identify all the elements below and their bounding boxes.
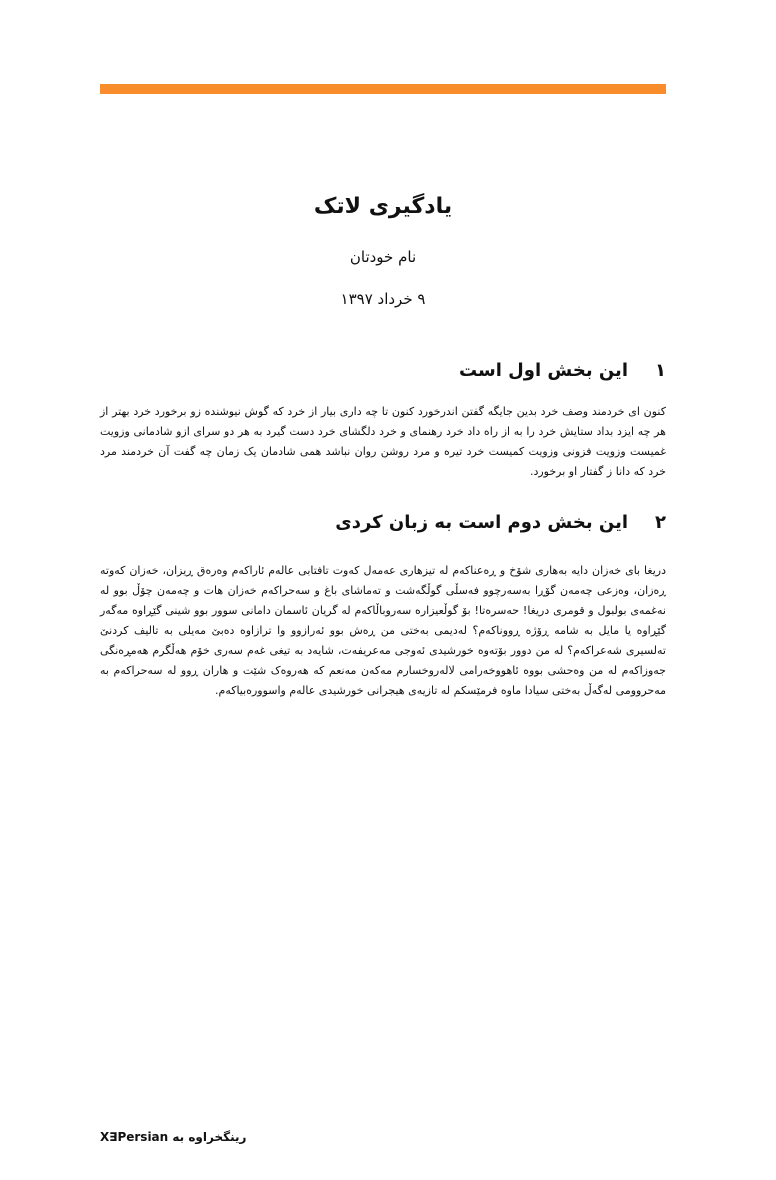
section-body-1: کنون ای خردمند وصف خرد بدین جایگه گفتن اندرخورد کنون تا چه داری بیار از خرد که گوش نیوشنده زو برخورد خرد بهتر از هر چه ایزد بداد ستایش خرد را به از راه داد خرد رهنمای و خرد دلگشای خرد دست گیرد به هر دو سرای ازو شادمانی وزویت غمیست وزویت فزونی وزویت کمیست خرد تیره و مرد روشن روان نباشد همی شادمان یک زمان چه گفت آن خردمند مرد خرد که دانا ز گفتار او برخورد. [100, 405, 666, 478]
document-date: ۹ خرداد ۱۳۹۷ [340, 290, 426, 308]
section-title-2: این بخش دوم است به زبان کردی [335, 512, 628, 533]
document-title: یادگیری لاتک [313, 194, 453, 219]
section-heading-1 [100, 360, 666, 382]
document-author: نام خودتان [349, 248, 417, 266]
section-title-1: این بخش اول است [458, 360, 628, 381]
header-accent-bar [100, 84, 666, 94]
footer-credit: رینگخراوه به X∃Persian [100, 1130, 247, 1144]
section-number-2: ۲ [655, 512, 666, 533]
section-number-1: ۱ [655, 360, 666, 381]
section-body-2: دریغا بای خەزان دایە بەهاری شۆخ و ڕەعناکەم لە تیزهاری عەمەل کەوت تافتابی عالەم ئاراکەم وەرەق ڕیزان، خەزان کەوتە ڕەزان، وەزعی چەمەن گۆڕا بەسەرچوو فەسڵی گوڵگەشت و تەماشای باغ و سەحراکەم خەزان هات و چەمەن چۆڵ بوو لە نەغمەی بولبول و قومری دریغا! حەسرەتا! بۆ گوڵعیزارە سەروباڵاکەم لە گریان ئاسمان دامانی سوور بوو شینی گێڕاوە مەگەر گێڕاوە یا مایل بە شامە ڕۆژە ڕووناکەم؟ لەدیمی بەختی من ڕەش بوو ئەرازوو وا ترازاوە دەبێ مەیلی بە تالیف کردنێ تەلسیری شەعراکەم؟ لە من دوور بۆتەوە خورشیدی ئەوجی مەعریفەت، شایەد بە تیغی غەم سەری خۆم هەڵگرم هەمڕەنگی جەوزاکەم لە من وەحشی بووە ئاهووخەرامی لالەروخسارم مەکەن مەنعم کە هەروەک شێت و هاران ڕوو لە سەحراکەم بە مەحروومی لەگەڵ بەختی سیادا ماوە فرمێسکم لە تازیەی هیجرانی خورشیدی عالەم واسوورەبیاکەم. [100, 564, 666, 697]
section-heading-2 [100, 512, 666, 534]
